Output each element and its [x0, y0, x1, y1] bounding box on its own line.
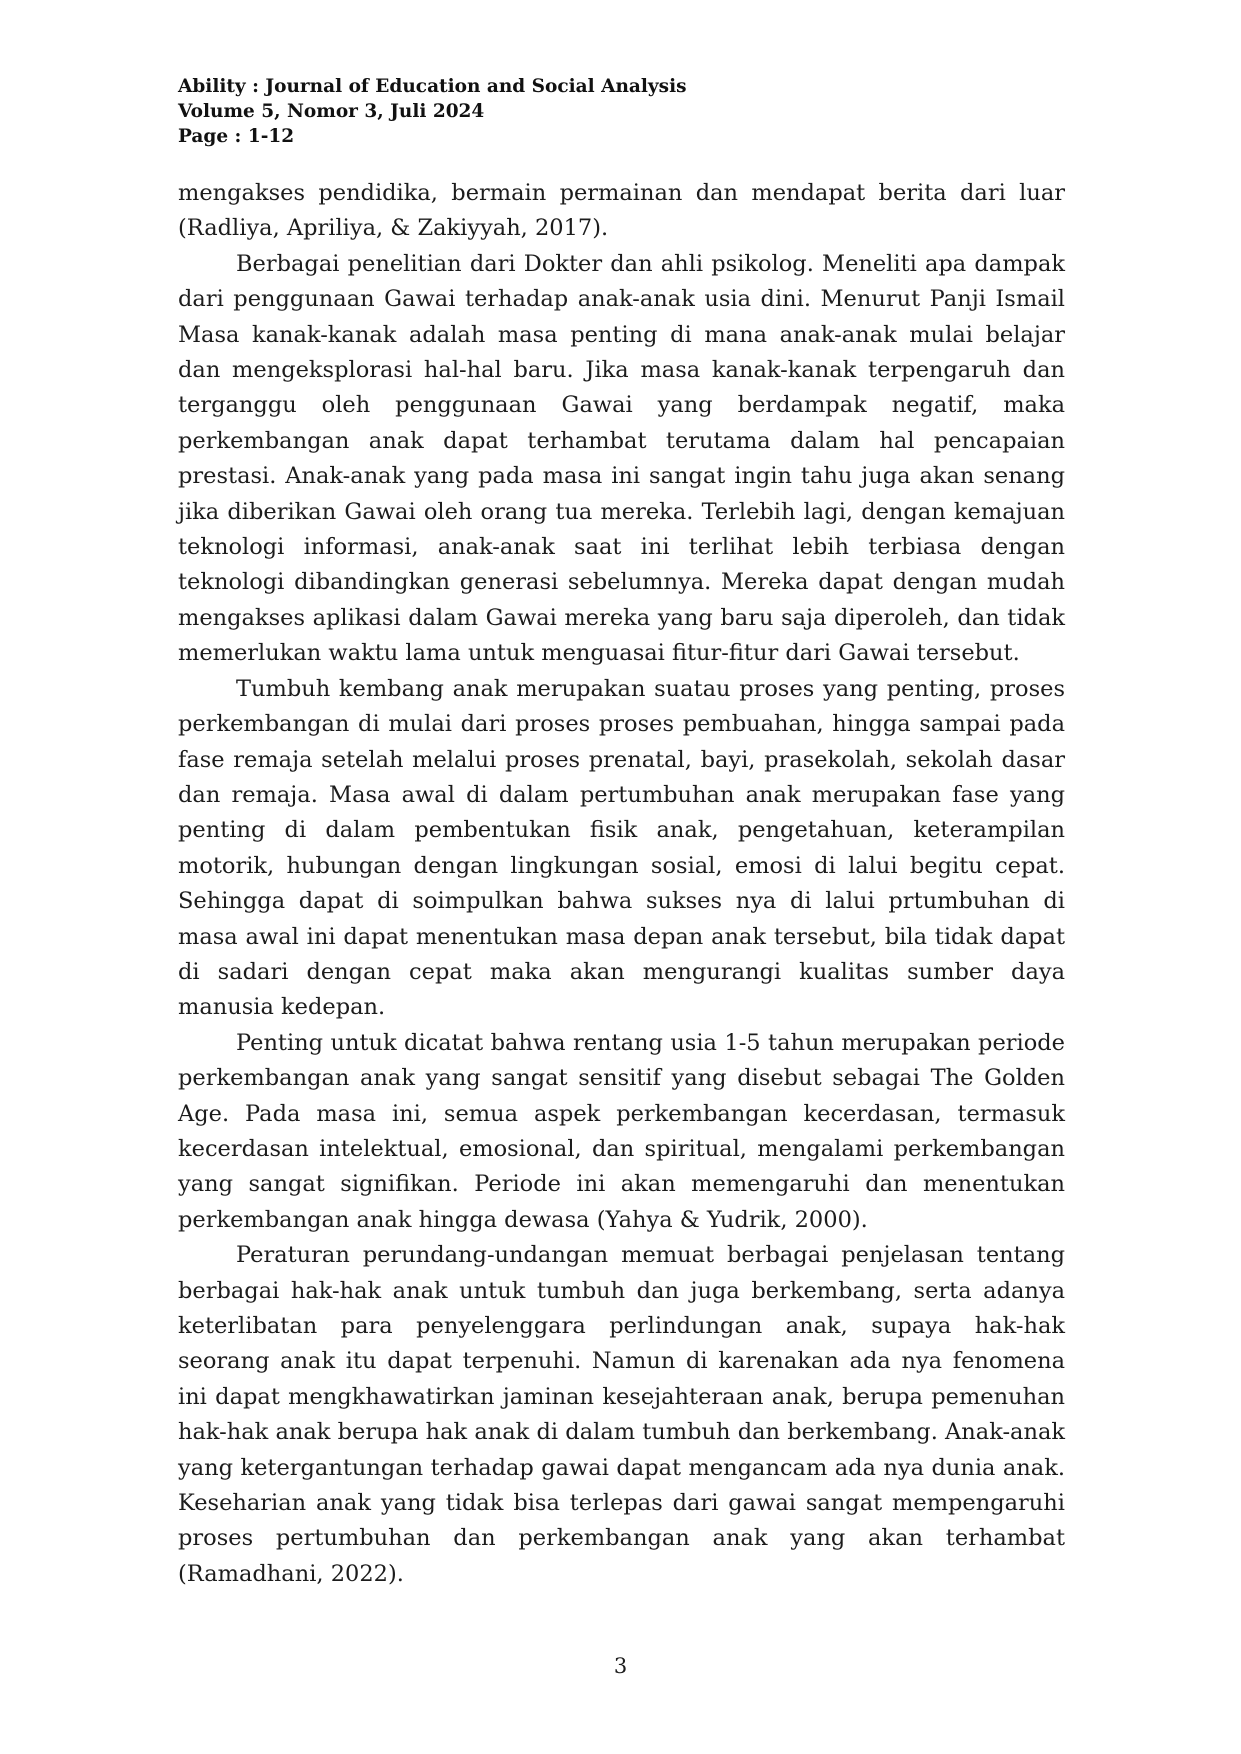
- body-text: [178, 176, 1065, 1592]
- journal-volume: Volume 5, Nomor 3, Juli 2024: [178, 101, 485, 122]
- journal-header: [178, 74, 878, 149]
- paragraph-continuation: mengakses pendidika, bermain permainan dan mendapat berita dari luar (Radliya, Apriliya, & Zakiyyah, 2017).: [178, 180, 1065, 242]
- paragraph: Penting untuk dicatat bahwa rentang usia 1-5 tahun merupakan periode perkembangan anak yang sangat sensitif yang disebut sebagai The Golden Age. Pada masa ini, semua aspek perkembangan kecerdasan, termasuk kecerdasan intelektual, emosional, dan spiritual, mengalami perkembangan yang sangat signifikan. Periode ini akan memengaruhi dan menentukan perkembangan anak hingga dewasa (Yahya & Yudrik, 2000).: [178, 1029, 1065, 1233]
- paragraph: Peraturan perundang-undangan memuat berbagai penjelasan tentang berbagai hak-hak anak untuk tumbuh dan juga berkembang, serta adanya keterlibatan para penyelenggara perlindungan anak, supaya hak-hak seorang anak itu dapat terpenuhi. Namun di karenakan ada nya fenomena ini dapat mengkhawatirkan jaminan kesejahteraan anak, berupa pemenuhan hak-hak anak berupa hak anak di dalam tumbuh dan berkembang. Anak-anak yang ketergantungan terhadap gawai dapat mengancam ada nya dunia anak. Keseharian anak yang tidak bisa terlepas dari gawai sangat mempengaruhi proses pertumbuhan dan perkembangan anak yang akan terhambat (Ramadhani, 2022).: [178, 1242, 1065, 1587]
- paragraph: Tumbuh kembang anak merupakan suatau proses yang penting, proses perkembangan di mulai dari proses proses pembuahan, hingga sampai pada fase remaja setelah melalui proses prenatal, bayi, prasekolah, sekolah dasar dan remaja. Masa awal di dalam pertumbuhan anak merupakan fase yang penting di dalam pembentukan fisik anak, pengetahuan, keterampilan motorik, hubungan dengan lingkungan sosial, emosi di lalui begitu cepat. Sehingga dapat di soimpulkan bahwa sukses nya di lalui prtumbuhan di masa awal ini dapat menentukan masa depan anak tersebut, bila tidak dapat di sadari dengan cepat maka akan mengurangi kualitas sumber daya manusia kedepan.: [178, 675, 1065, 1021]
- journal-title: Ability : Journal of Education and Social Analysis: [178, 76, 687, 97]
- paragraph: Berbagai penelitian dari Dokter dan ahli psikolog. Meneliti apa dampak dari penggunaan Gawai terhadap anak-anak usia dini. Menurut Panji Ismail Masa kanak-kanak adalah masa penting di mana anak-anak mulai belajar dan mengeksplorasi hal-hal baru. Jika masa kanak-kanak terpengaruh dan terganggu oleh penggunaan Gawai yang berdampak negatif, maka perkembangan anak dapat terhambat terutama dalam hal pencapaian prestasi. Anak-anak yang pada masa ini sangat ingin tahu juga akan senang jika diberikan Gawai oleh orang tua mereka. Terlebih lagi, dengan kemajuan teknologi informasi, anak-anak saat ini terlihat lebih terbiasa dengan teknologi dibandingkan generasi sebelumnya. Mereka dapat dengan mudah mengakses aplikasi dalam Gawai mereka yang baru saja diperoleh, dan tidak memerlukan waktu lama untuk menguasai fitur-fitur dari Gawai tersebut.: [178, 250, 1065, 667]
- journal-pages: Page : 1-12: [178, 126, 295, 147]
- page-number: 3: [613, 1654, 628, 1678]
